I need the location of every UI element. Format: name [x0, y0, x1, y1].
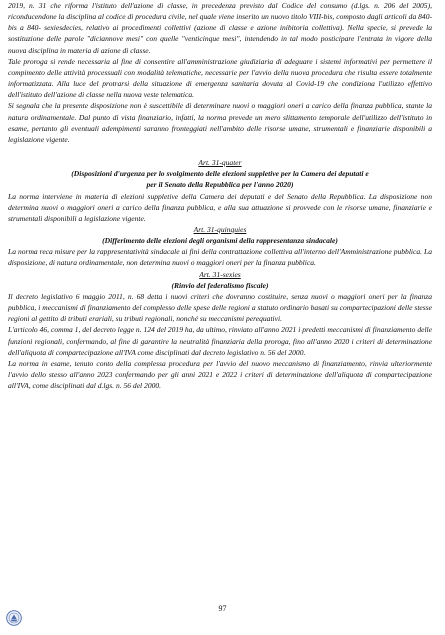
article-quinquies-title: Art. 31-quinquies	[193, 224, 247, 234]
article-sexies-paragraph-2: L'articolo 46, comma 1, del decreto legge n. 124 del 2019 ha, da ultimo, rinviato all'anno 2021 i predetti meccanismi di finanziamento delle funzioni regionali, confermando, al fine di garantire la neutralità finanziaria della proroga, fino all'anno 2020 i criteri di determinazione dell'aliquota di compartecipazione all'IVA come disciplinati dal decreto legislativo n. 56 del 2000.	[8, 325, 432, 357]
article-quater-subtitle-line1: (Disposizioni d'urgenza per lo svolgimento delle elezioni suppletive per la Camera dei deputati e	[71, 169, 369, 179]
paragraph-proroga: Tale proroga si rende necessaria al fine di consentire all'amministrazione giudiziaria di adeguare i sistemi informativi per permettere il compimento delle attività processuali con modalità telematiche, necessarie per l'avvio della nuova procedura che risulta essere totalmente informatizzata. Alla luce del protrarsi della situazione di emergenza sanitaria dovuta al Covid-19 che condiziona l'utilizzo effettivo dell'istituto dell'azione di classe nella nuova veste telematica.	[8, 56, 432, 100]
article-quater-subtitle-line2: per il Senato della Repubblica per l'anno 2020)	[146, 180, 294, 190]
article-quinquies-body: La norma reca misure per la rappresentatività sindacale ai fini della contrattazione collettiva all'interno dell'Amministrazione pubblica. La disposizione, di natura ordinamentale, non determina nuovi o maggiori oneri per la finanza pubblica.	[8, 247, 432, 268]
emblem-seal-icon	[6, 610, 22, 626]
article-sexies-title: Art. 31-sexies	[199, 269, 241, 279]
document-page	[8, 0, 432, 391]
page-number: 97	[218, 604, 227, 613]
article-sexies-subtitle: (Rinvio del federalismo fiscale)	[171, 280, 269, 290]
paragraph-azione-di-classe: 2019, n. 31 che riforma l'istituto dell'azione di classe, in precedenza previsto dal Codice del consumo (d.lgs. n. 206 del 2005), riconducendone la disciplina al codice di procedura civile, nel quale viene inserito un nuovo titolo VIII-bis, composto dagli articoli da 840-bis a 840- sexiesdecies, relativo ai procedimenti collettivi (azione di classe e azione inibitoria collettiva). Nella specie, si prevede la sostituzione delle parole "diciannove mesi" con quelle "venticinque mesi", intendendo in tal modo posticipare l'entrata in vigore della nuova disciplina in materia di azione di classe.	[8, 1, 432, 55]
article-quater-title: Art. 31-quater	[198, 158, 242, 168]
paragraph-oneri: Si segnala che la presente disposizione non è suscettibile di determinare nuovi o maggiori oneri a carico della finanza pubblica, stante la natura ordinamentale. Dal punto di vista finanziario, infatti, la norma prevede un mero slittamento temporale dell'utilizzo dell'istituto in esame, pertanto gli eventuali adempimenti saranno fronteggiati nell'ambito delle risorse umane, strumentali e finanziarie disponibili a legislazione vigente.	[8, 101, 432, 144]
article-sexies-paragraph-1: Il decreto legislativo 6 maggio 2011, n. 68 detta i nuovi criteri che dovranno costituire, senza nuovi o maggiori oneri per la finanza pubblica, i meccanismi di finanziamento del complesso delle spese delle regioni a statuto ordinario basati su compartecipazioni delle stesse regioni al gettito di tributi erariali, su tributi regionali, nonché su meccanismi perequativi.	[8, 291, 432, 324]
article-sexies-paragraph-3: La norma in esame, tenuto conto della complessa procedura per l'avvio del nuovo meccanismo di finanziamento, rinvia ulteriormente l'avvio dello stesso all'anno 2023 confermando per gli anni 2021 e 2022 i criteri di determinazione dell'aliquota di compartecipazione all'IVA, come disciplinati dal d.lgs. n. 56 del 2000.	[8, 358, 432, 391]
article-quater-body: La norma interviene in materia di elezioni suppletive della Camera dei deputati e del Senato della Repubblica. La disposizione non determina nuovi o maggiori oneri a carico della finanza pubblica, e alla sua attuazione si provvede con le risorse umane, finanziarie e strumentali disponibili a legislazione vigente.	[8, 191, 432, 223]
article-quinquies-subtitle: (Differimento delle elezioni degli organismi della rappresentanza sindacale)	[102, 236, 338, 246]
